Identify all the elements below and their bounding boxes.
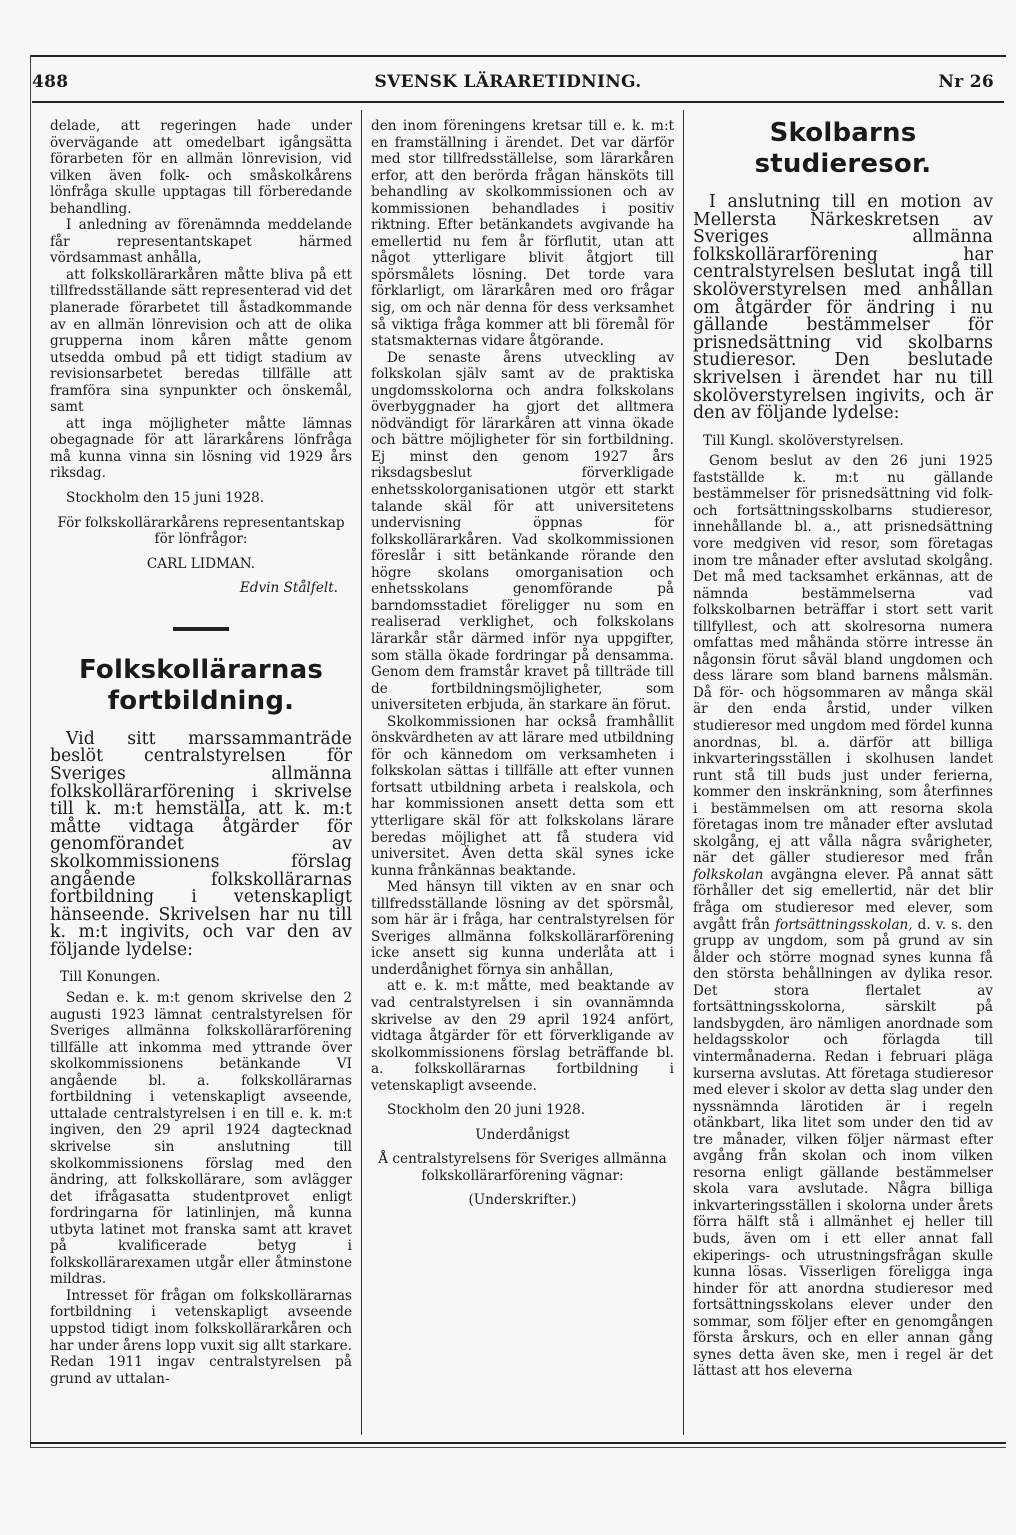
- article-lead: I anslutning till en motion av Mellersta Närkeskretsen av Sveriges allmänna folkskollärarförening har centralstyrelsen beslutat ingå till skolöverstyrelsen med anhållan om åtgärder för ändring i nu gällande bestämmelser för prisnedsättning vid skolbarns studieresor. Den beslutade skrivelsen i ärendet har nu till skolöverstyrelsen ingivits, och är den av följande lydelse:: [693, 192, 993, 424]
- signature-name: CARL LIDMAN.: [146, 555, 256, 572]
- paragraph: delade, att regeringen hade under övervägande att omedelbart igångsätta förarbeten för en allmän lönrevision, vid vilken även folk- och småskolkårens lönfråga skulle upptagas till förberedande behandling.: [50, 118, 352, 217]
- paragraph: I anledning av förenämnda meddelande får representantskapet härmed vördsammast anhålla,: [50, 217, 352, 267]
- column-3: [693, 118, 993, 1380]
- header-rule: [32, 101, 1004, 103]
- paragraph: Intresset för frågan om folkskollärarnas fortbildning i vetenskapligt avseende uppstod tidigt inom folkskollärarkåren och har under årens lopp vuxit sig allt starkare. Redan 1911 ingav centralstyrelsen på grund av uttalan-: [50, 1287, 352, 1387]
- publication-title: SVENSK LÄRARETIDNING.: [374, 72, 642, 92]
- paragraph: De senaste årens utveckling av folkskolan själv samt av de praktiska ungdomsskolorna och andra folkskolans överbyggnader ha gjort det alltmera nödvändigt för lärarkåren att vinna ökade och bättre möjligheter för sin fortbildning. Ej minst den genom 1927 års riksdagsbeslut förverkligade enhetsskolorganisationen utgör ett starkt talande skäl för att universitetens undervisning öppnas för folkskollärarkåren. Vad skolkommissionen föreslår i sitt betänkande rörande den högre skolans omorganisation och enhetsskolans genomförande på barndomsstadiet föreligger nu som en realiserad verklighet, och folkskolans lärarkår står därmed inför nya uppgifter, som ställa ökade fordringar på densamma. Genom dem framstår kravet på tillträde till de fortbildningsmöjligheter, som universiteten erbjuda, än starkare än förut.: [371, 349, 674, 714]
- article-lead: Vid sitt marssammanträde beslöt centralstyrelsen för Sveriges allmänna folkskollärarförening i skrivelse till k. m:t hemställa, att k. m:t måtte vidtaga åtgärder för genomförandet av skolkommissionens förslag angående folkskollärarnas fortbildning i vetenskapligt hänseende. Skrivelsen har nu till k. m:t ingivits, och var den av följande lydelse:: [50, 728, 352, 960]
- text-run: d. v. s. den grupp av ungdom, som på grund av sin ålder och större mognad synes kunna få den största behållningen av dylika resor. Det stora flertalet av fortsättningsskolorna, särskilt på landsbygden, äro nämligen anordnade som heldagsskolor och förlagda till vintermånaderna. Redan i februari pläga kurserna avslutas. Att företaga studieresor med elever i skolor av detta slag under den nyssnämnda lärotiden är i regeln otänkbart, lika litet som under den tid av tre månader, vilken följer närmast efter avgång från skolan och inom vilken resorna enligt gällande bestämmelser skola vara avslutade. Några billiga inkvarteringsställen i skolorna under årets förra hälft stå i allmänhet ej heller till buds, även om i ett eller annat fall ekiperings- och utrustningsfrågan skulle kunna lösas. Visserligen föreligga inga hinder för att anordna studieresor med fortsättningsskolans elever under den sommar, som följer efter en genomgången första årskurs, och en eller annan gång synes detta även ske, men i regel är det lättast att hos eleverna: [693, 916, 993, 1380]
- page-bottom-rule: [30, 1442, 1006, 1444]
- emphasis: fortsättningsskolan,: [774, 916, 913, 933]
- signatures-note: (Underskrifter.): [468, 1192, 577, 1209]
- page-left-rule: [30, 55, 31, 1447]
- page-number: 488: [32, 72, 69, 92]
- page-top-rule: [30, 55, 1006, 57]
- letter-signoff: Å centralstyrelsens för Sveriges allmänna folkskollärarförening vägnar:: [378, 1151, 667, 1184]
- column-1: [50, 118, 352, 1387]
- paragraph: Skolkommissionen har också framhållit önskvärdheten av att lärare med utbildning för och kännedom om verksamheten i folkskolan sättas i tillfälle att efter vunnen fortsatt utbildning arbeta i realskola, och har kommissionen ansett detta som ett ytterligare skäl för att folkskolans lärare beredas möjlighet att få studera vid universitet. Även detta skäl synes icke kunna frånkännas beaktande.: [371, 713, 674, 879]
- letter-date: Stockholm den 20 juni 1928.: [387, 1102, 586, 1119]
- paragraph: att inga möjligheter måtte lämnas obegagnade för att lärarkårens lönfråga må kunna vinna sin lösning vid 1929 års riksdag.: [50, 415, 352, 482]
- article-heading: Skolbarns studieresor.: [754, 118, 932, 179]
- paragraph: [693, 453, 993, 1380]
- paragraph: Sedan e. k. m:t genom skrivelse den 2 augusti 1923 lämnat centralstyrelsen för Sveriges allmänna folkskollärarförening tillfälle att inkomma med yttrande över skolkommissionens betänkande VI angående bl. a. folkskollärarnas fortbildning i vetenskapligt avseende, uttalade centralstyrelsen i en till e. k. m:t ingiven, den 29 april 1924 dagtecknad skrivelse sin anslutning till skolkommissionens förslag med den ändring, att folkskollärare, som avlägger det ifrågasatta studentprovet enligt fordringarna för latinlinjen, må kunna utbyta latinet mot franska samt att kravet på kvalificerade betyg i folkskollärarexamen utgår eller åtminstone mildras.: [50, 990, 352, 1288]
- article-heading: Folkskollärarnas fortbildning.: [79, 654, 323, 716]
- letter-date: Stockholm den 15 juni 1928.: [66, 490, 265, 507]
- column-rule-1: [361, 110, 362, 1435]
- letter-signoff: För folkskollärarkårens representantskap för lönfrågor:: [57, 514, 345, 548]
- signature-name: Edvin Stålfelt.: [239, 580, 338, 597]
- issue-number: Nr 26: [938, 72, 994, 92]
- text-run: Genom beslut av den 26 juni 1925 fastställde k. m:t nu gällande bestämmelser för prisnedsättning vid folk- och fortsättningsskolbarns studieresor, innehållande bl. a., att prisnedsättning vore medgiven vid resor, som företagas inom tre månader efter avslutad skolgång. Det må med tacksamhet erkännas, att de nämnda bestämmelserna vad folkskolbarnen beträffar i stort sett varit tillfyllest, och att skolresorna numera omfattas med måhända större intresse än någonsin förut såväl bland ungdomen och dess lärare som bland barnens målsmän. Då för- och högsommaren av många skäl är den enda årstid, under vilken studieresor med ungdom med fördel kunna anordnas, bl. a. därför att billiga inkvarteringsställen i skolhusen landet runt stå till buds just under ferierna, kommer den inskränkning, som återfinnes i bestämmelsen om att resorna skola företagas inom tre månader efter avslutad skolgång, ej att vålla några svårigheter, när det gäller studieresor med från: [693, 453, 993, 867]
- page-bottom-rule-thin: [30, 1447, 1006, 1448]
- paragraph: att folkskollärarkåren måtte bliva på ett tillfredsställande sätt representerad vid det planerade förarbetet till åstadkommande av en allmän lönrevision och att de olika grupperna inom kåren måtte genom utsedda ombud på ett tidigt stadium av revisionsarbetet beredas tillfälle att framföra sina synpunkter och önskemål, samt: [50, 266, 352, 416]
- letter-addressee: Till Konungen.: [60, 969, 161, 986]
- letter-closing: Underdånigst: [475, 1126, 570, 1143]
- text-run: avgängna elever. På annat sätt förhåller det sig emellertid, när det blir fråga om studieresor med elever, som avgått från: [693, 866, 993, 933]
- paragraph: Med hänsyn till vikten av en snar och tillfredsställande lösning av det spörsmål, som här är i fråga, har centralstyrelsen för Sveriges allmänna folkskollärarförening icke ansett sig kunna underlåta att i underdånighet förnya sin anhållan,: [371, 879, 674, 978]
- column-2: [371, 118, 674, 1209]
- emphasis: folkskolan: [693, 866, 764, 883]
- paragraph: att e. k. m:t måtte, med beaktande av vad centralstyrelsen i sin ovannämnda skrivelse av den 29 april 1924 anfört, vidtaga åtgärder för ett förverkligande av skolkommissionens förslag beträffande bl. a. folkskollärarnas fortbildning i vetenskapligt avseende.: [371, 978, 674, 1094]
- paragraph: den inom föreningens kretsar till e. k. m:t en framställning i ärendet. Det var därför med stor tillfredsställelse, som lärarkåren erfor, att den berörda frågan hänsköts till behandling av skolkommissionen och av kommissionen behandlades i positiv riktning. Efter betänkandets avgivande ha emellertid nu fem år förflutit, utan att något ytterligare blivit åtgjort till spörsmålets lösning. Det torde vara förklarligt, om lärarkåren med oro frågar sig, om och när denna för dess verksamhet så viktiga fråga kommer att bli föremål för statsmakternas vidare åtgörande.: [371, 118, 674, 350]
- section-divider: [173, 627, 229, 631]
- column-rule-2: [683, 110, 684, 1435]
- letter-addressee: Till Kungl. skolöverstyrelsen.: [703, 432, 904, 449]
